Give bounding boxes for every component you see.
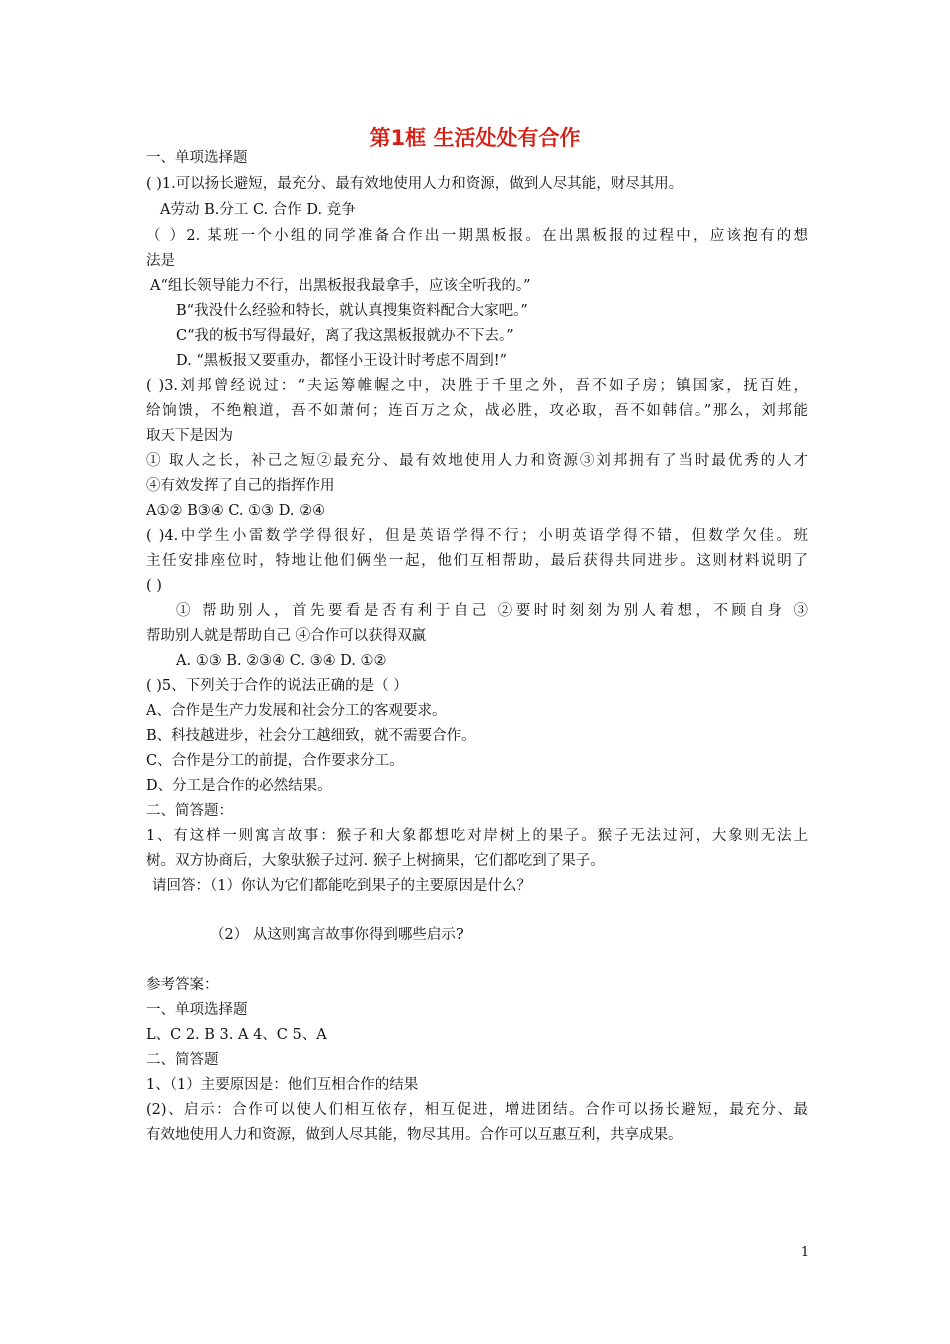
question-options: ④有效发挥了自己的指挥作用 <box>146 478 335 494</box>
question-options: ① 取人之长，补己之短②最充分、最有效地使用人力和资源③刘邦拥有了当时最优秀的人才 <box>146 453 808 469</box>
question-text: 主任安排座位时，特地让他们俩坐一起，他们互相帮助，最后获得共同进步。这则材料说明了 <box>146 553 808 569</box>
section-heading: 一、单项选择题 <box>146 150 248 166</box>
question-text: ( )4.中学生小雷数学学得很好，但是英语学得不行；小明英语学得不错，但数学欠佳。班 <box>146 528 808 544</box>
answer-options: A. ①③ B. ②③④ C. ③④ D. ①② <box>176 653 387 669</box>
answer-option-c: C“我的板书写得最好，离了我这黑板报就办不下去。” <box>176 328 514 344</box>
answer-key: 有效地使用人力和资源，做到人尽其能，物尽其用。合作可以互惠互利，共享成果。 <box>146 1127 683 1143</box>
question-options: 帮助别人就是帮助自己 ④合作可以获得双赢 <box>146 628 427 644</box>
answer-options: A劳动 B.分工 C. 合作 D. 竞争 <box>160 202 356 218</box>
answer-option-c: C、合作是分工的前提，合作要求分工。 <box>146 753 404 769</box>
answer-options: A①② B③④ C. ①③ D. ②④ <box>146 503 326 519</box>
answer-option-b: B、科技越进步，社会分工越细致，就不需要合作。 <box>146 728 476 744</box>
question-text: 取天下是因为 <box>146 428 233 444</box>
section-heading: 二、简答题： <box>146 803 233 819</box>
answer-key: L、C 2. B 3. A 4、C 5、A <box>146 1027 327 1043</box>
answer-key: (2)、启示：合作可以使人们相互依存，相互促进，增进团结。合作可以扬长避短，最充分、最 <box>146 1102 808 1118</box>
question-text: 1、有这样一则寓言故事：猴子和大象都想吃对岸树上的果子。猴子无法过河，大象则无法上 <box>146 828 808 844</box>
question-text: ( )1.可以扬长避短，最充分、最有效地使用人力和资源，做到人尽其能，财尽其用。 <box>146 176 684 192</box>
question-text: 树。双方协商后，大象驮猴子过河. 猴子上树摘果，它们都吃到了果子。 <box>146 853 605 869</box>
answer-option-b: B“我没什么经验和特长，就认真搜集资料配合大家吧。” <box>176 303 528 319</box>
answer-option-d: D. “黑板报又要重办，都怪小王设计时考虑不周到!” <box>176 353 507 369</box>
answer-option-a: A、合作是生产力发展和社会分工的客观要求。 <box>146 703 447 719</box>
question-prompt: （2） 从这则寓言故事你得到哪些启示? <box>210 927 464 943</box>
question-text: ( )3.刘邦曾经说过：“夫运筹帷幄之中，决胜于千里之外，吾不如子房；镇国家，抚百姓， <box>146 378 808 394</box>
question-text: 给饷馈，不绝粮道，吾不如萧何；连百万之众，战必胜，攻必取，吾不如韩信。”那么，刘邦能 <box>146 403 808 419</box>
answer-key-heading: 参考答案： <box>146 977 219 993</box>
section-heading: 二、简答题 <box>146 1052 219 1068</box>
question-text: 法是 <box>146 253 175 269</box>
question-text: （ ）2. 某班一个小组的同学准备合作出一期黑板报。在出黑板报的过程中，应该抱有的想 <box>146 228 808 244</box>
page-title: 第1框 生活处处有合作 <box>369 126 581 150</box>
answer-option-d: D、分工是合作的必然结果。 <box>146 778 332 794</box>
page-number: 1 <box>800 1245 810 1260</box>
question-options: ① 帮助别人，首先要看是否有利于自己 ②要时时刻刻为别人着想，不顾自身 ③ <box>176 603 808 619</box>
section-heading: 一、单项选择题 <box>146 1002 248 1018</box>
question-prompt: 请回答：（1）你认为它们都能吃到果子的主要原因是什么？ <box>152 878 531 894</box>
answer-option-a: A“组长领导能力不行，出黑板报我最拿手，应该全听我的。” <box>150 278 531 294</box>
question-text: ( )5、下列关于合作的说法正确的是（ ） <box>146 678 408 694</box>
answer-key: 1、（1）主要原因是：他们互相合作的结果 <box>146 1077 419 1093</box>
question-text: ( ) <box>146 578 162 594</box>
